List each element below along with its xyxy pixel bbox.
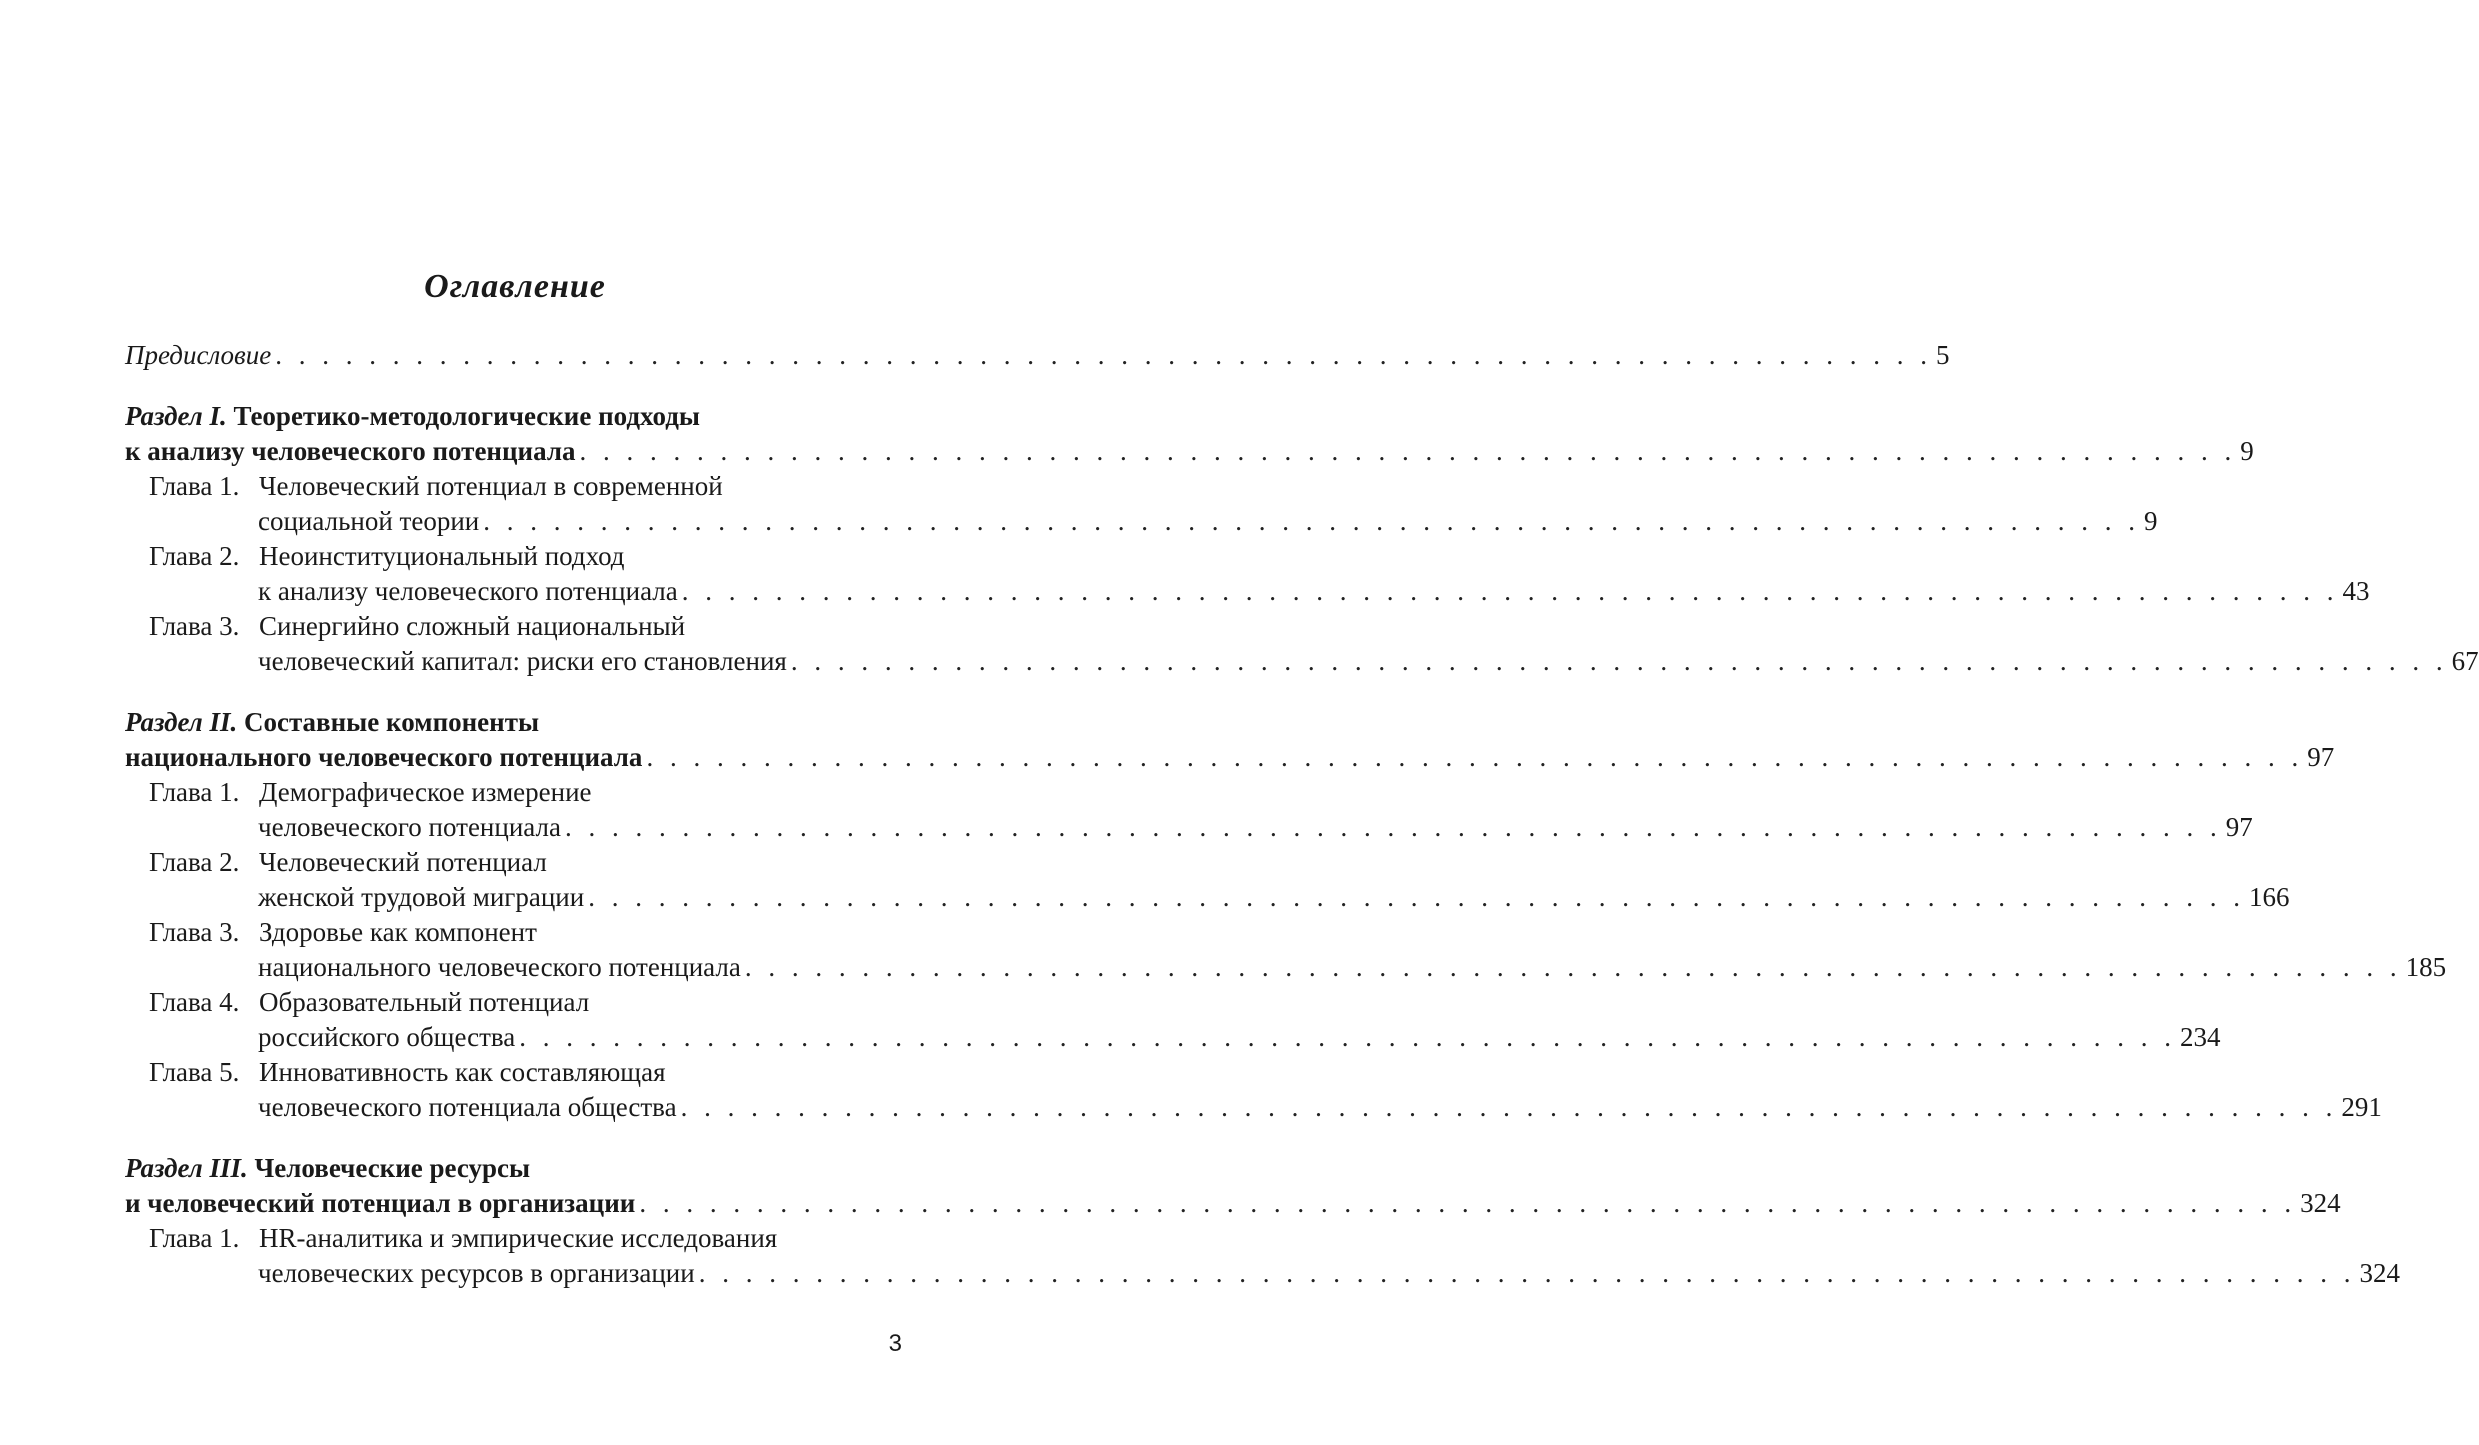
page-number: 97 bbox=[2307, 742, 2335, 772]
chapter-label: Глава 2. bbox=[149, 847, 240, 877]
section-heading-line[interactable] bbox=[125, 434, 2254, 469]
page-number: 234 bbox=[2180, 1022, 2221, 1052]
toc-section-2 bbox=[125, 705, 2447, 1125]
section-heading-line[interactable] bbox=[125, 740, 2335, 775]
page-number: 324 bbox=[2359, 1258, 2400, 1288]
chapter-label: Глава 1. bbox=[149, 471, 240, 501]
dot-leader: . . . . . . . . . . . . . . . . . . . . . . . . . . . . . . . . . . . . . . . . . . . . . . . . . . . . . . . . . . . . . . . . . . . . . . . bbox=[646, 742, 2304, 772]
chapter-label: Глава 3. bbox=[149, 917, 240, 947]
dot-leader: . . . . . . . . . . . . . . . . . . . . . . . . . . . . . . . . . . . . . . . . . . . . . . . . . . . . . . . . . . . . . . . . . . . . . . . bbox=[579, 436, 2237, 466]
toc-chapter[interactable] bbox=[125, 845, 2290, 915]
chapter-title-line1: Образовательный потенциал bbox=[259, 987, 590, 1017]
section-title-line1: Теоретико-методологические подходы bbox=[233, 401, 700, 431]
section-prefix: Раздел I. bbox=[125, 401, 227, 431]
dot-leader: . . . . . . . . . . . . . . . . . . . . . . . . . . . . . . . . . . . . . . . . . . . . . . . . . . . . . . . . . . . . . . . . . . . . . . . bbox=[275, 340, 1933, 370]
section-heading-line[interactable] bbox=[125, 1151, 902, 1186]
page-number: 67 bbox=[2451, 646, 2479, 676]
toc-chapter[interactable] bbox=[125, 1221, 2400, 1291]
page-number: 166 bbox=[2248, 882, 2290, 912]
toc-chapter[interactable] bbox=[125, 469, 2158, 539]
chapter-title-line1: Человеческий потенциал bbox=[259, 847, 547, 877]
toc-chapter[interactable] bbox=[125, 985, 2221, 1055]
section-title-line2: национального человеческого потенциала bbox=[125, 742, 643, 772]
dot-leader: . . . . . . . . . . . . . . . . . . . . . . . . . . . . . . . . . . . . . . . . . . . . . . . . . . . . . . . . . . . . . . . . . . . . . . . bbox=[680, 1092, 2338, 1122]
table-of-contents bbox=[125, 338, 2479, 1291]
chapter-title-line2: к анализу человеческого потенциала bbox=[258, 576, 678, 606]
section-prefix: Раздел II. bbox=[125, 707, 238, 737]
chapter-title-line2: национального человеческого потенциала bbox=[258, 952, 741, 982]
dot-leader: . . . . . . . . . . . . . . . . . . . . . . . . . . . . . . . . . . . . . . . . . . . . . . . . . . . . . . . . . . . . . . . . . . . . . . . bbox=[519, 1022, 2177, 1052]
chapter-title-line2: человеческий капитал: риски его становления bbox=[258, 646, 787, 676]
dot-leader: . . . . . . . . . . . . . . . . . . . . . . . . . . . . . . . . . . . . . . . . . . . . . . . . . . . . . . . . . . . . . . . . . . . . . . . bbox=[698, 1258, 2356, 1288]
toc-chapter[interactable] bbox=[125, 775, 2253, 845]
chapter-label: Глава 3. bbox=[149, 611, 240, 641]
toc-entry-preface[interactable] bbox=[125, 338, 1950, 373]
chapter-label: Глава 2. bbox=[149, 541, 240, 571]
dot-leader: . . . . . . . . . . . . . . . . . . . . . . . . . . . . . . . . . . . . . . . . . . . . . . . . . . . . . . . . . . . . . . . . . . . . . . . bbox=[790, 646, 2448, 676]
page-folio-number: 3 bbox=[888, 1330, 902, 1357]
chapter-title-line2: социальной теории bbox=[258, 506, 480, 536]
page-number: 9 bbox=[2143, 506, 2158, 536]
section-prefix: Раздел III. bbox=[125, 1153, 248, 1183]
chapter-title-line2: российского общества bbox=[258, 1022, 516, 1052]
page-title: Оглавление bbox=[424, 268, 606, 305]
chapter-label: Глава 5. bbox=[149, 1057, 240, 1087]
dot-leader: . . . . . . . . . . . . . . . . . . . . . . . . . . . . . . . . . . . . . . . . . . . . . . . . . . . . . . . . . . . . . . . . . . . . . . . bbox=[681, 576, 2339, 606]
chapter-title-line1: HR-аналитика и эмпирические исследования bbox=[259, 1223, 778, 1253]
page-number: 97 bbox=[2225, 812, 2253, 842]
dot-leader: . . . . . . . . . . . . . . . . . . . . . . . . . . . . . . . . . . . . . . . . . . . . . . . . . . . . . . . . . . . . . . . . . . . . . . . bbox=[744, 952, 2402, 982]
section-heading-line[interactable] bbox=[125, 1186, 2341, 1221]
page-number: 5 bbox=[1936, 340, 1950, 370]
chapter-title-line2: женской трудовой миграции bbox=[258, 882, 585, 912]
section-heading-line[interactable] bbox=[125, 399, 902, 434]
page-number: 291 bbox=[2341, 1092, 2382, 1122]
section-title-line1: Составные компоненты bbox=[243, 707, 540, 737]
toc-section-1 bbox=[125, 399, 2479, 679]
dot-leader: . . . . . . . . . . . . . . . . . . . . . . . . . . . . . . . . . . . . . . . . . . . . . . . . . . . . . . . . . . . . . . . . . . . . . . . bbox=[639, 1188, 2297, 1218]
section-title-line1: Человеческие ресурсы bbox=[254, 1153, 531, 1183]
page-number: 43 bbox=[2342, 576, 2370, 606]
dot-leader: . . . . . . . . . . . . . . . . . . . . . . . . . . . . . . . . . . . . . . . . . . . . . . . . . . . . . . . . . . . . . . . . . . . . . . . bbox=[588, 882, 2245, 912]
page-number: 324 bbox=[2300, 1188, 2341, 1218]
toc-chapter[interactable] bbox=[125, 609, 2479, 679]
page-number: 185 bbox=[2405, 952, 2447, 982]
chapter-title-line1: Неоинституциональный подход bbox=[259, 541, 625, 571]
toc-section-3 bbox=[125, 1151, 2400, 1291]
dot-leader: . . . . . . . . . . . . . . . . . . . . . . . . . . . . . . . . . . . . . . . . . . . . . . . . . . . . . . . . . . . . . . . . . . . . . . . bbox=[483, 506, 2140, 536]
chapter-title-line1: Инновативность как составляющая bbox=[259, 1057, 666, 1087]
chapter-title-line2: человеческого потенциала bbox=[258, 812, 561, 842]
page-number: 9 bbox=[2240, 436, 2254, 466]
section-title-line2: и человеческий потенциал в организации bbox=[125, 1188, 636, 1218]
chapter-title-line2: человеческого потенциала общества bbox=[258, 1092, 677, 1122]
chapter-label: Глава 1. bbox=[149, 1223, 240, 1253]
toc-chapter[interactable] bbox=[125, 539, 2370, 609]
chapter-title-line1: Здоровье как компонент bbox=[259, 917, 537, 947]
dot-leader: . . . . . . . . . . . . . . . . . . . . . . . . . . . . . . . . . . . . . . . . . . . . . . . . . . . . . . . . . . . . . . . . . . . . . . . bbox=[564, 812, 2222, 842]
preface-label: Предисловие bbox=[125, 340, 272, 370]
chapter-title-line1: Человеческий потенциал в современной bbox=[259, 471, 723, 501]
chapter-title-line2: человеческих ресурсов в организации bbox=[258, 1258, 695, 1288]
section-title-line2: к анализу человеческого потенциала bbox=[125, 436, 576, 466]
chapter-label: Глава 1. bbox=[149, 777, 240, 807]
toc-chapter[interactable] bbox=[125, 1055, 2382, 1125]
chapter-title-line1: Синергийно сложный национальный bbox=[259, 611, 686, 641]
chapter-title-line1: Демографическое измерение bbox=[259, 777, 592, 807]
toc-chapter[interactable] bbox=[125, 915, 2447, 985]
section-heading-line[interactable] bbox=[125, 705, 902, 740]
chapter-label: Глава 4. bbox=[149, 987, 240, 1017]
